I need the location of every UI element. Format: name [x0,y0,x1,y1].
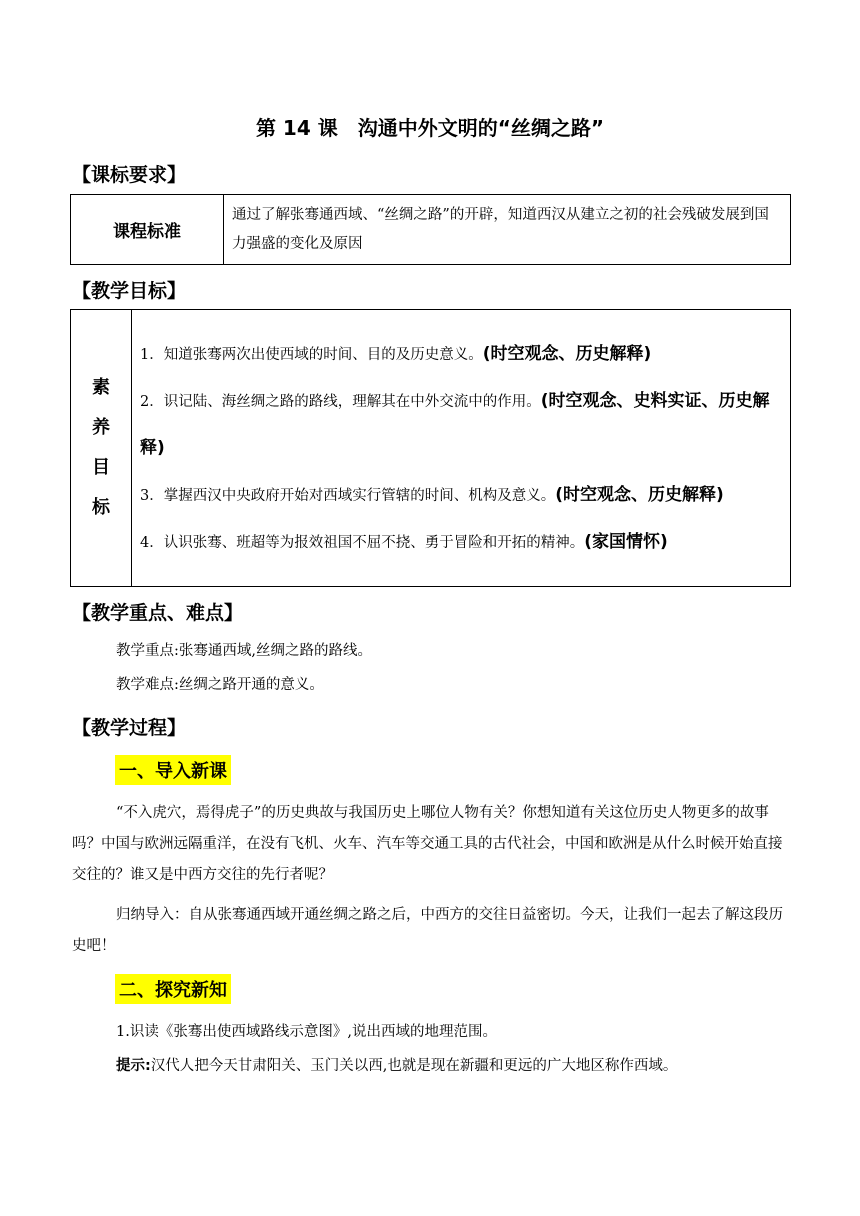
part1-paragraph: “不入虎穴，焉得虎子”的历史典故与我国历史上哪位人物有关？你想知道有关这位历史人物更多的故事吗？中国与欧洲远隔重洋，在没有飞机、火车、汽车等交通工具的古代社会，中国和欧洲是从什么时候开始直接交往的？谁又是中西方交往的先行者呢？ [72,805,783,883]
question-1: 1.识读《张骞出使西域路线示意图》,说出西域的地理范围。 [116,1024,497,1040]
lesson-title: 第 14 课 沟通中外文明的“丝绸之路” [255,116,605,140]
key-difficulty: 教学难点:丝绸之路开通的意义。 [116,677,324,693]
goal-tag: (家国情怀) [584,531,668,552]
goal-tag: (时空观念、历史解释) [482,343,652,364]
curriculum-label: 课程标准 [71,195,224,265]
goal-tag: (时空观念、史料实证、历史解释) [140,390,770,458]
process-heading: 【教学过程】 [72,717,187,739]
goal-text: 1．知道张骞两次出使西域的时间、目的及历史意义。 [140,346,483,363]
key-focus: 教学重点:张骞通西域,丝绸之路的路线。 [116,643,372,659]
hint-paragraph [72,1051,790,1082]
goals-table [70,309,791,587]
goal-item [140,519,782,566]
hint-text: 汉代人把今天甘肃阳关、玉门关以西,也就是现在新疆和更远的广大地区称作西域。 [150,1058,678,1074]
goal-tag: (时空观念、历史解释) [555,484,724,505]
curriculum-table [70,194,791,265]
goal-item [140,378,782,472]
goal-text: 3．掌握西汉中央政府开始对西域实行管辖的时间、机构及意义。 [140,487,556,504]
goals-label [71,310,132,587]
goal-text: 4．认识张骞、班超等为报效祖国不屈不挠、勇于冒险和开拓的精神。 [140,534,585,551]
goals-label-char: 素 [92,377,110,398]
goals-label-char: 养 [92,417,110,438]
goal-item [140,472,782,519]
curriculum-text: 通过了解张骞通西域、“丝绸之路”的开辟，知道西汉从建立之初的社会残破发展到国力强盛的变化及原因 [224,195,791,265]
curriculum-heading: 【课标要求】 [72,164,187,186]
goal-text: 2．识记陆、海丝绸之路的路线，理解其在中外交流中的作用。 [140,393,541,410]
part1-summary: 归纳导入：自从张骞通西域开通丝绸之路之后，中西方的交往日益密切。今天，让我们一起去了解这段历史吧！ [72,907,783,954]
part1-title: 一、导入新课 [115,755,231,785]
keypoints-heading: 【教学重点、难点】 [72,602,244,624]
goals-label-char: 标 [92,497,110,518]
goals-heading: 【教学目标】 [72,280,187,302]
goals-label-char: 目 [92,457,110,478]
goals-list [132,310,791,587]
hint-label: 提示: [116,1058,151,1074]
part2-title: 二、探究新知 [115,974,231,1004]
goal-item [140,331,782,378]
